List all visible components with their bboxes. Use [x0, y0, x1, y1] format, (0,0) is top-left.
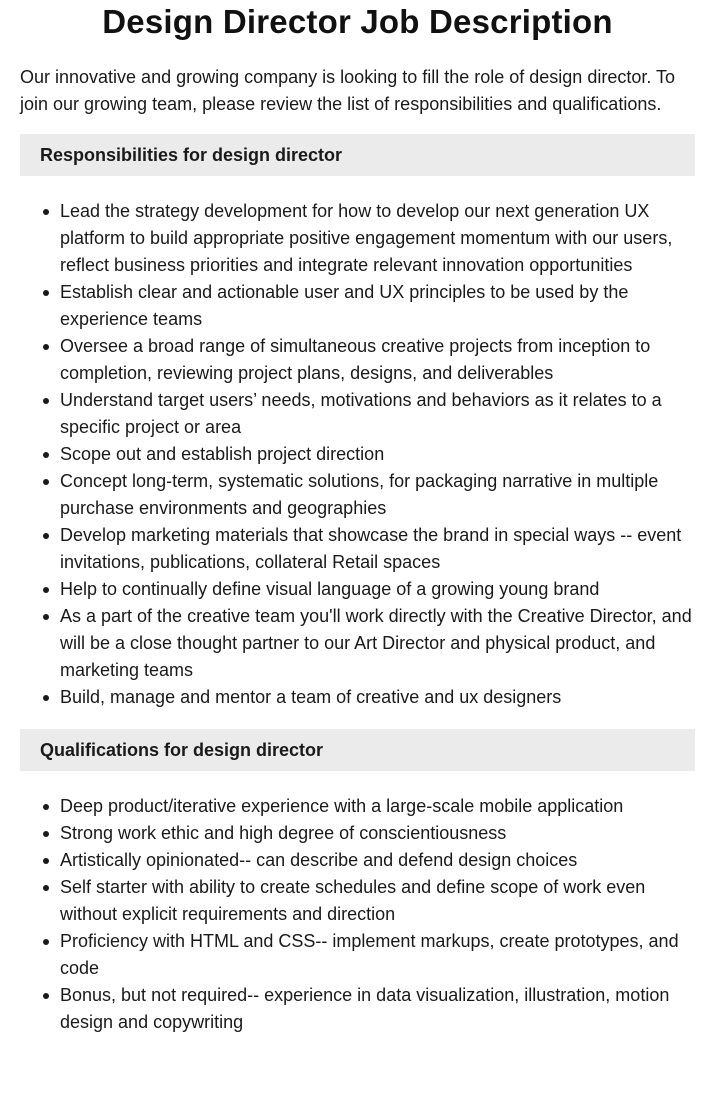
list-item: Develop marketing materials that showcase the brand in special ways -- event invitations, publications, collateral Retail spaces	[60, 522, 695, 576]
qualifications-heading: Qualifications for design director	[20, 729, 695, 771]
list-item: Build, manage and mentor a team of creative and ux designers	[60, 684, 695, 711]
list-item: Scope out and establish project direction	[60, 441, 695, 468]
responsibilities-heading: Responsibilities for design director	[20, 134, 695, 176]
list-item: Understand target users’ needs, motivations and behaviors as it relates to a specific project or area	[60, 387, 695, 441]
page-title: Design Director Job Description	[102, 3, 613, 40]
intro-paragraph: Our innovative and growing company is looking to fill the role of design director. To join our growing team, please review the list of responsibilities and qualifications.	[20, 67, 676, 114]
list-item: Artistically opinionated-- can describe and defend design choices	[60, 847, 695, 874]
responsibilities-list	[20, 198, 695, 711]
list-item: Lead the strategy development for how to develop our next generation UX platform to build appropriate positive engagement momentum with our users, reflect business priorities and integrate relevant innovation opportunities	[60, 198, 695, 279]
list-item: Establish clear and actionable user and UX principles to be used by the experience teams	[60, 279, 695, 333]
list-item: Help to continually define visual language of a growing young brand	[60, 576, 695, 603]
list-item: Bonus, but not required-- experience in data visualization, illustration, motion design and copywriting	[60, 982, 695, 1036]
list-item: Concept long-term, systematic solutions, for packaging narrative in multiple purchase environments and geographies	[60, 468, 695, 522]
list-item: Deep product/iterative experience with a large-scale mobile application	[60, 793, 695, 820]
qualifications-list	[20, 793, 695, 1036]
list-item: Self starter with ability to create schedules and define scope of work even without explicit requirements and direction	[60, 874, 695, 928]
list-item: Oversee a broad range of simultaneous creative projects from inception to completion, reviewing project plans, designs, and deliverables	[60, 333, 695, 387]
list-item: As a part of the creative team you'll work directly with the Creative Director, and will be a close thought partner to our Art Director and physical product, and marketing teams	[60, 603, 695, 684]
list-item: Strong work ethic and high degree of conscientiousness	[60, 820, 695, 847]
list-item: Proficiency with HTML and CSS-- implement markups, create prototypes, and code	[60, 928, 695, 982]
